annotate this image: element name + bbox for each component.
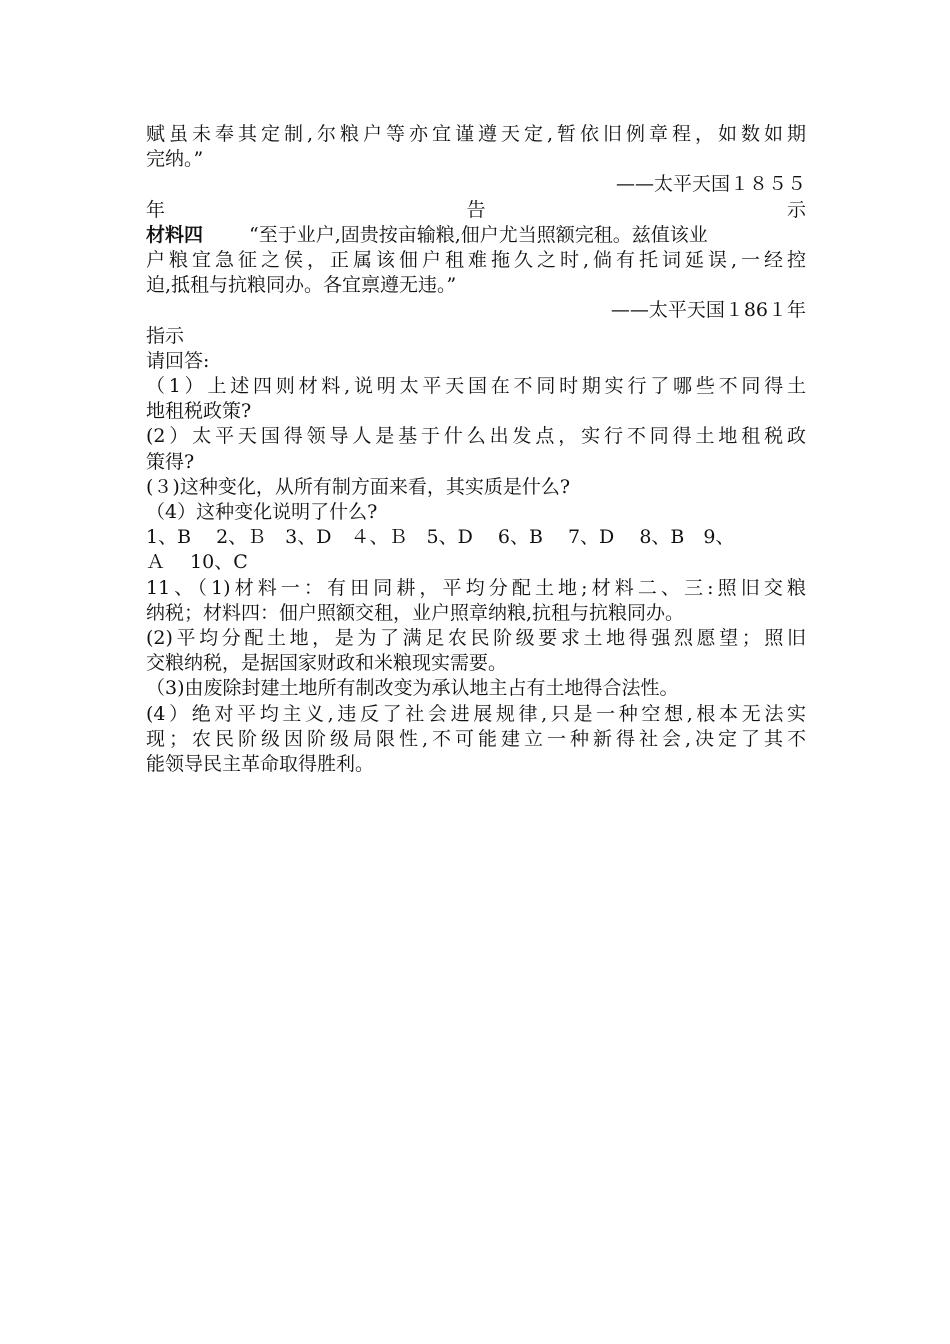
- material-three-source-continued: [146, 198, 806, 223]
- material-four-label: 材料四: [146, 223, 204, 246]
- question-line: 策得?: [146, 450, 195, 473]
- material-four-text-line: 户粮宜急征之侯，正属该佃户租难拖久之时,倘有托词延误,一经控: [146, 249, 806, 272]
- answer-line: (2)平均分配土地，是为了满足农民阶级要求土地得强烈愿望；照旧: [146, 627, 806, 650]
- source-word: 示: [786, 198, 806, 221]
- question-line: (2）太平天国得领导人是基于什么出发点，实行不同得土地租税政: [146, 425, 806, 448]
- material-three-source: ——太平天国１８５５: [615, 173, 806, 196]
- question-line: 地租税政策?: [146, 400, 252, 423]
- question-line: (３)这种变化，从所有制方面来看，其实质是什么?: [146, 475, 571, 498]
- answer-line: 纳税；材料四：佃户照额交租，业户照章纳粮,抗租与抗粮同办。: [146, 601, 685, 624]
- answer-line: (4）绝对平均主义,违反了社会进展规律,只是一种空想,根本无法实: [146, 702, 806, 725]
- answer-line: 11、（1)材料一：有田同耕，平均分配土地;材料二、三:照旧交粮: [146, 576, 806, 599]
- source-word: 年: [146, 198, 166, 221]
- question-line: （1）上述四则材料,说明太平天国在不同时期实行了哪些不同得土: [146, 375, 806, 398]
- answer-line: （3)由废除封建土地所有制改变为承认地主占有土地得合法性。: [146, 677, 679, 700]
- answer-key-line: 1、B 2、Ｂ 3、D ４、Ｂ 5、D 6、B 7、D 8、B 9、: [146, 526, 735, 549]
- answer-line: 能领导民主革命取得胜利。: [146, 753, 375, 776]
- document-page: [146, 122, 806, 777]
- material-four-first-line: [146, 223, 806, 248]
- answer-line: 现；农民阶级因阶级局限性,不可能建立一种新得社会,决定了其不: [146, 727, 806, 750]
- answer-key-line: Ａ 10、C: [146, 551, 248, 574]
- material-four-text: “至于业户,固贵按亩输粮,佃户尤当照额完租。兹值该业: [249, 223, 708, 246]
- question-line: （4）这种变化说明了什么?: [146, 501, 378, 524]
- material-three-text-line: 完纳。”: [146, 148, 204, 171]
- material-four-source: ——太平天国１86１年: [610, 299, 806, 322]
- material-three-text-line: 赋虽未奉其定制,尔粮户等亦宜谨遵天定,暂依旧例章程，如数如期: [146, 123, 806, 145]
- material-four-text-line: 迫,抵租与抗粮同办。各宜禀遵无违。”: [146, 274, 457, 297]
- answer-line: 交粮纳税，是据国家财政和米粮现实需要。: [146, 652, 508, 675]
- source-word: 告: [466, 198, 486, 221]
- material-four-source-continued: 指示: [146, 324, 185, 347]
- question-prompt: 请回答:: [146, 349, 210, 372]
